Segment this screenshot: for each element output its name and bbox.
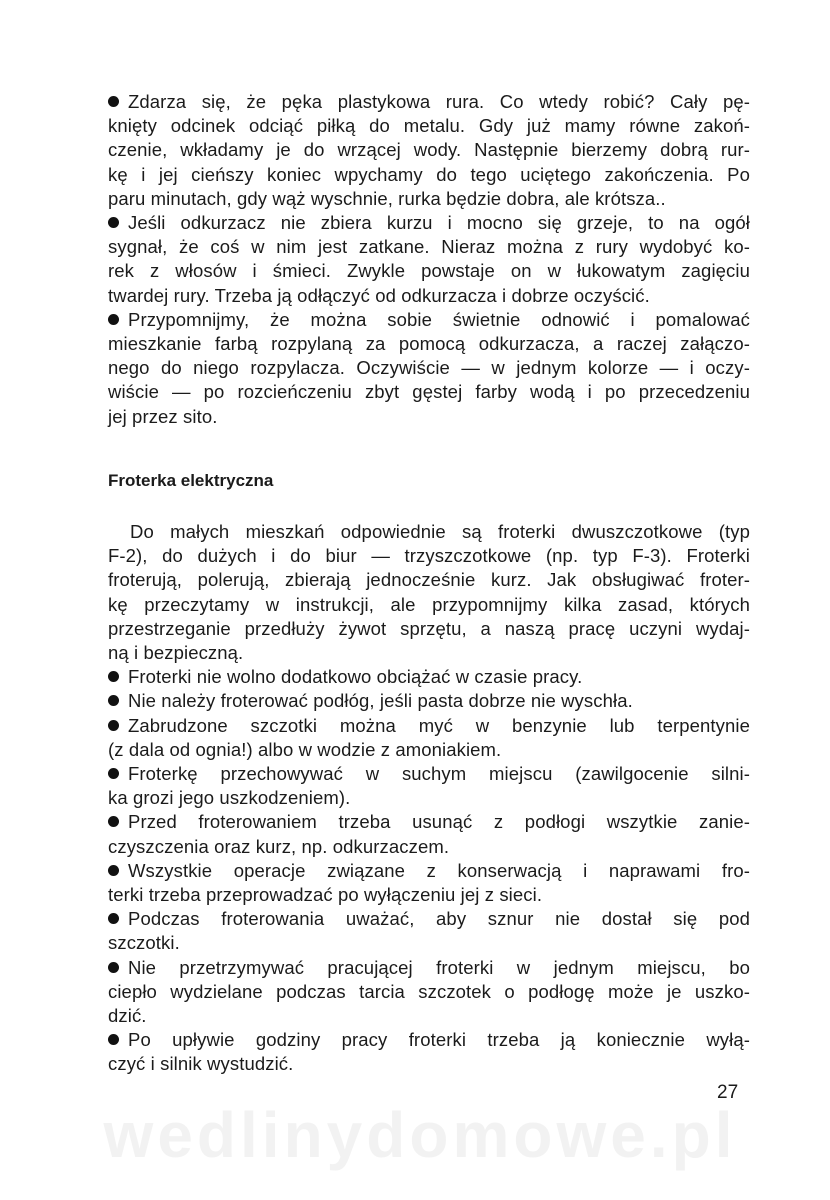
text-line: Do małych mieszkań odpowiednie są froterki dwuszczotkowe (typ (130, 521, 750, 542)
text-line: Zabrudzone szczotki można myć w benzynie lub terpentynie (108, 714, 750, 738)
text-line: jej przez sito. (108, 405, 218, 427)
text-line: Nie należy froterować podłóg, jeśli pasta dobrze nie wyschła. (108, 689, 750, 713)
text-line: sygnał, że coś w nim jest zatkane. Nieraz można z rury wydobyć ko- (108, 236, 750, 258)
text-line: ciepło wydzielane podczas tarcia szczotek o podłogę może je uszko- (108, 980, 750, 1002)
text-line: nego do niego rozpylacza. Oczywiście — w jednym kolorze — i oczy- (108, 357, 750, 379)
text-line: Przypomnijmy, że można sobie świetnie odnowić i pomalować (108, 308, 750, 332)
text-line: Podczas froterowania uważać, aby sznur nie dostał się pod (108, 907, 750, 931)
text-line: Po upływie godziny pracy froterki trzeba ją koniecznie wyłą- (108, 1028, 750, 1052)
text-line: Zdarza się, że pęka plastykowa rura. Co wtedy robić? Cały pę- (108, 90, 750, 114)
text-line: ną i bezpieczną. (108, 642, 244, 663)
text-line: czyszczenia oraz kurz, np. odkurzaczem. (108, 835, 450, 857)
text-line: paru minutach, gdy wąż wyschnie, rurka będzie dobra, ale krótsza.. (108, 187, 666, 209)
text-line: przestrzeganie przedłuży żywot sprzętu, a naszą pracę uczyni wydaj- (108, 617, 750, 639)
section-heading: Froterka elektryczna (108, 471, 274, 490)
text-line: Nie przetrzymywać pracującej froterki w jednym miejscu, bo (108, 956, 750, 980)
text-line: ka grozi jego uszkodzeniem). (108, 787, 351, 809)
text-line: kę przeczytamy w instrukcji, ale przypomnijmy kilka zasad, których (108, 593, 750, 615)
text-line: szczotki. (108, 932, 180, 954)
text-line: Froterkę przechowywać w suchym miejscu (zawilgocenie silni- (108, 762, 750, 786)
text-line: Froterki nie wolno dodatkowo obciążać w czasie pracy. (108, 665, 750, 689)
text-line: Wszystkie operacje związane z konserwacją i naprawami fro- (108, 859, 750, 883)
text-line: F-2), do dużych i do biur — trzyszczotkowe (np. typ F-3). Froterki (108, 545, 750, 567)
text-line: dzić. (108, 1005, 147, 1026)
text-line: mieszkanie farbą rozpylaną za pomocą odkurzacza, a raczej załączo- (108, 333, 750, 354)
text-line: twardej rury. Trzeba ją odłączyć od odkurzacza i dobrze oczyścić. (108, 284, 650, 306)
text-line: froterują, polerują, zbierają jednocześnie kurz. Jak obsługiwać froter- (108, 569, 750, 591)
text-line: wiście — po rozcieńczeniu zbyt gęstej farby wodą i po przecedzeniu (108, 381, 750, 403)
text-line: knięty odcinek odciąć piłką do metalu. Gdy już mamy równe zakoń- (108, 115, 750, 137)
text-line: czenie, wkładamy je do wrzącej wody. Następnie bierzemy dobrą rur- (108, 139, 750, 161)
text-line: (z dala od ognia!) albo w wodzie z amoniakiem. (108, 738, 502, 760)
page-number: 27 (717, 1082, 739, 1103)
text-line: Jeśli odkurzacz nie zbiera kurzu i mocno się grzeje, to na ogół (108, 211, 750, 235)
text-line: czyć i silnik wystudzić. (108, 1053, 294, 1075)
text-line: terki trzeba przeprowadzać po wyłączeniu jej z sieci. (108, 884, 543, 905)
text-line: rek z włosów i śmieci. Zwykle powstaje on w łukowatym zagięciu (108, 260, 750, 282)
text-line: Przed froterowaniem trzeba usunąć z podłogi wszytkie zanie- (108, 810, 750, 834)
watermark: wedlinydomowe.pl (103, 1099, 737, 1171)
text-line: kę i jej cieńszy koniec wpychamy do tego uciętego zakończenia. Po (108, 163, 750, 185)
